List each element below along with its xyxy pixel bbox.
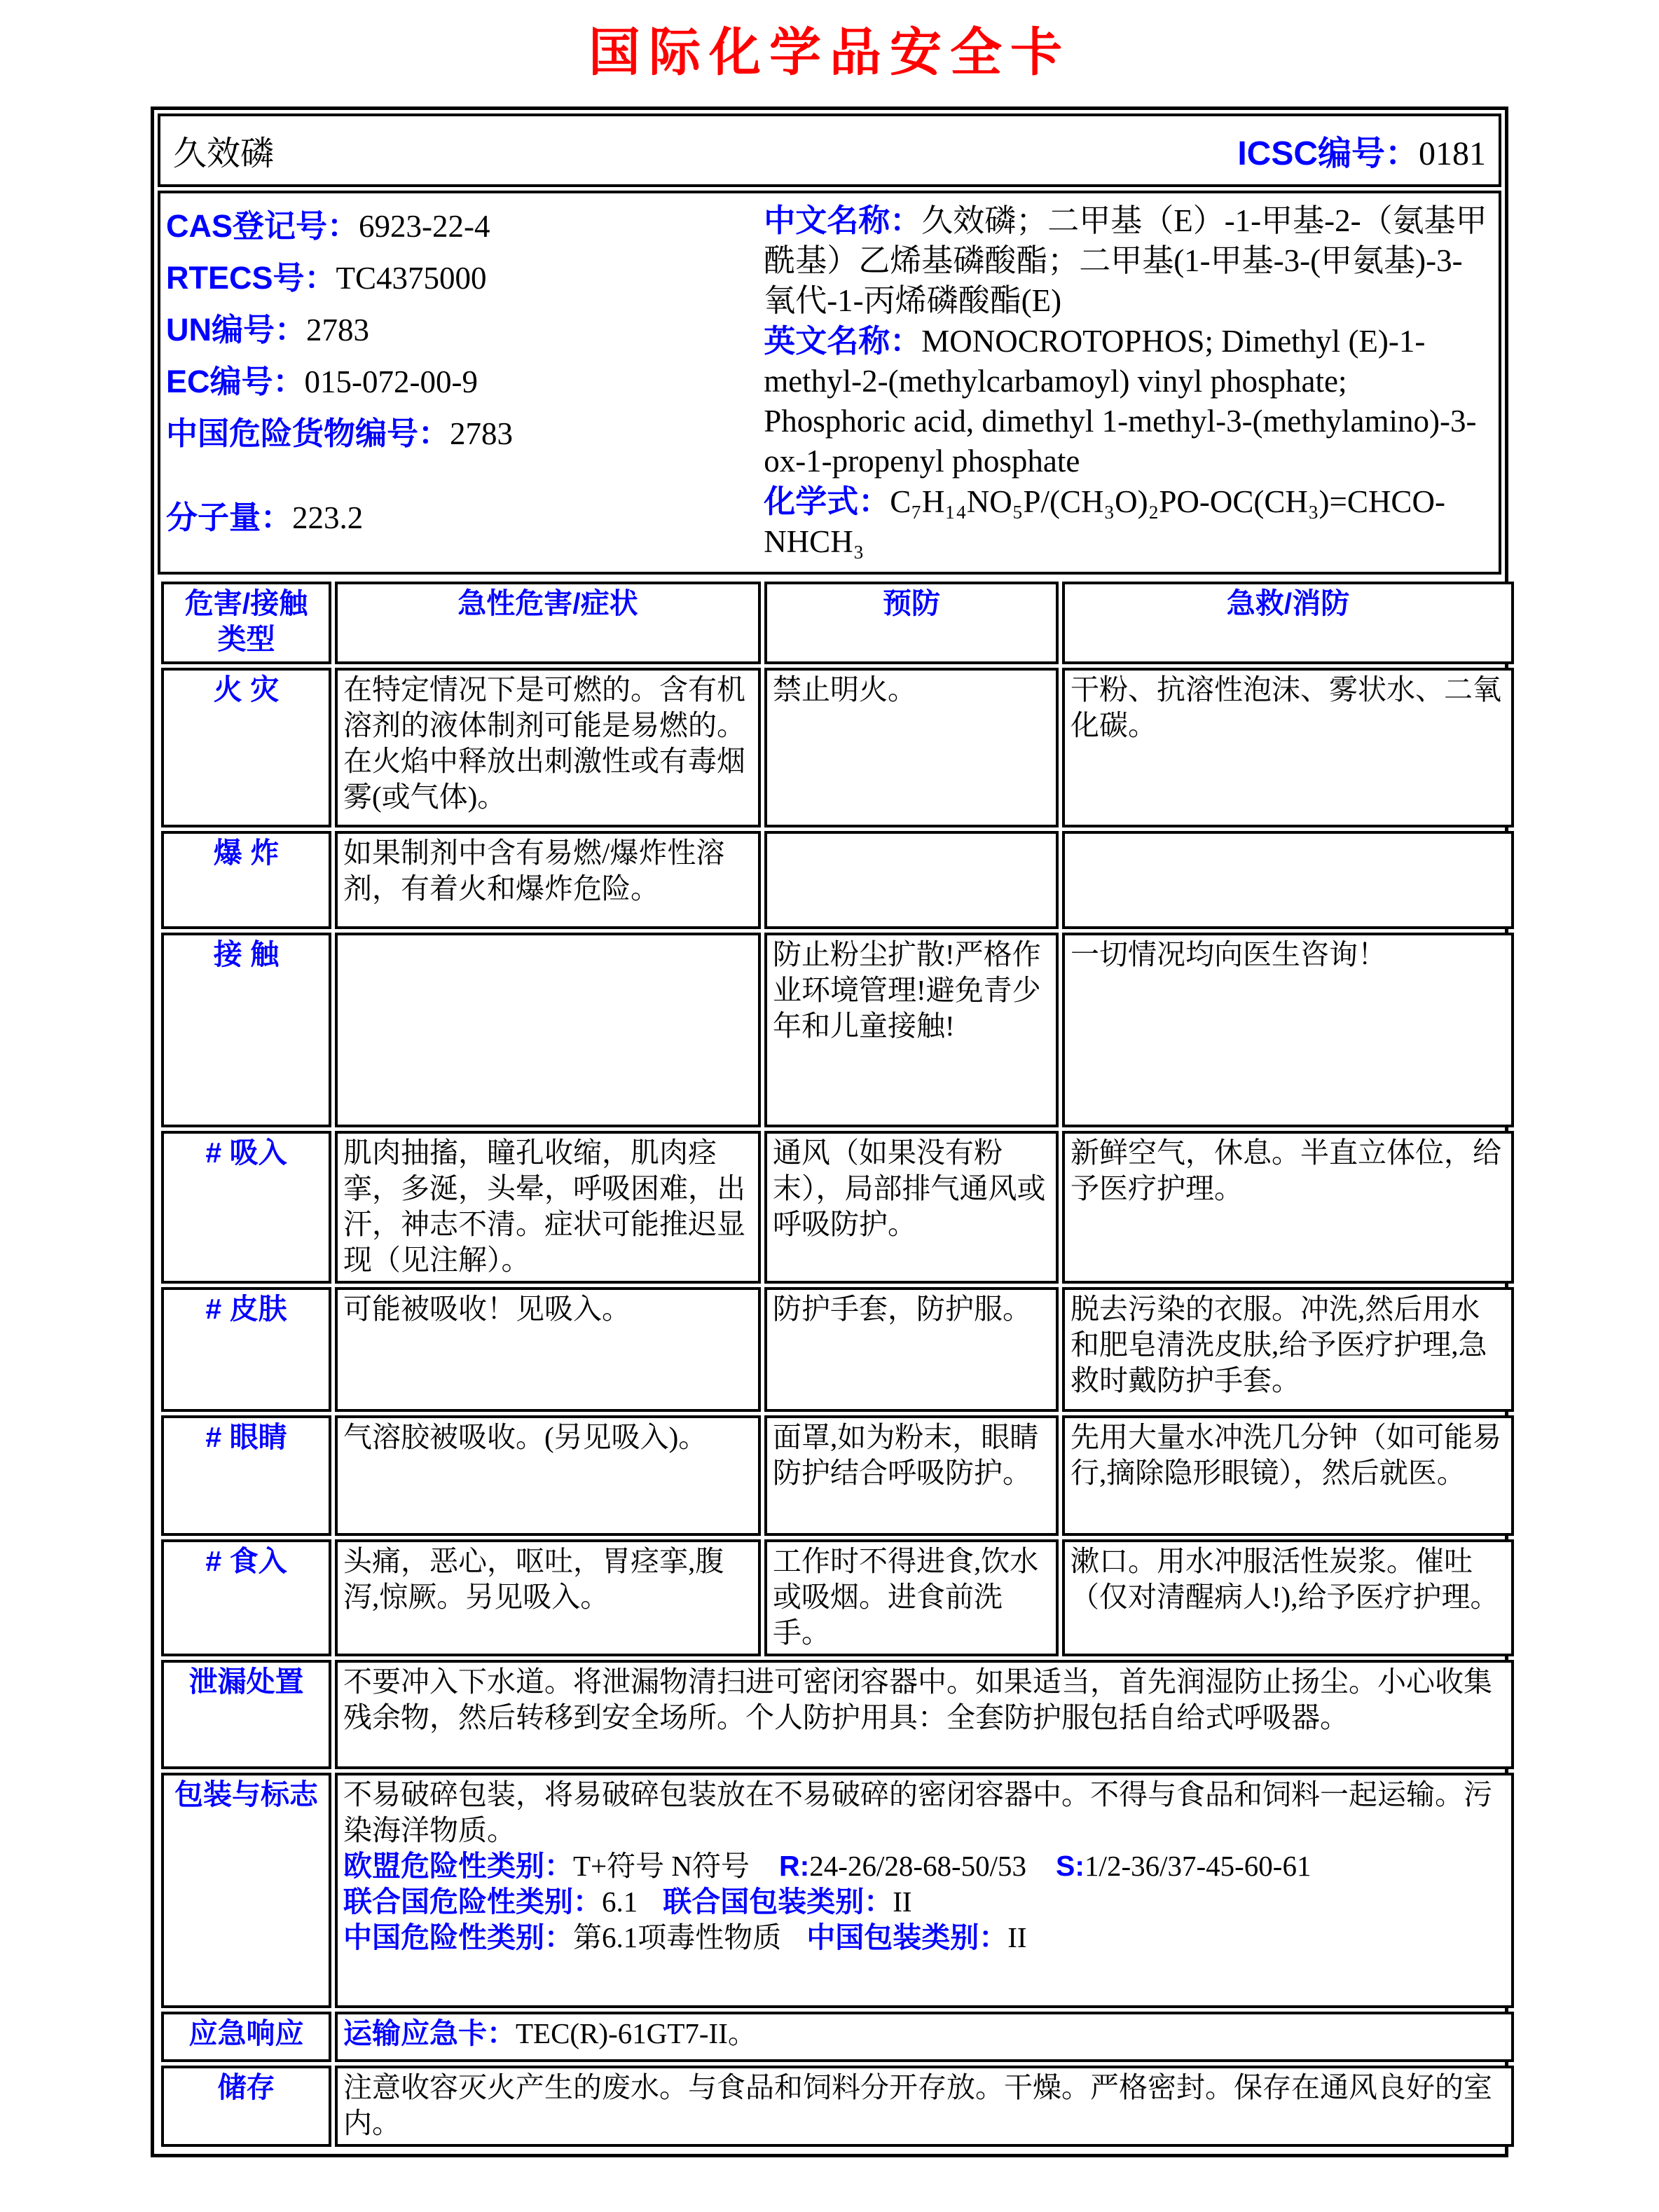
transport-card-value: TEC(R)-61GT7-II。 [516, 2017, 757, 2049]
table-header-row [161, 582, 1514, 664]
icsc-label: ICSC编号： [1237, 135, 1419, 172]
english-name-para [764, 321, 1490, 481]
row-label-skin: # 皮肤 [161, 1287, 331, 1412]
fire-firstaid-cell: 干粉、抗溶性泡沫、雾状水、二氧化碳。 [1062, 668, 1514, 827]
exposure-prevention-cell: 防止粉尘扩散!严格作业环境管理!避免青少年和儿童接触! [764, 933, 1059, 1127]
eyes-hazard-cell: 气溶胶被吸收。(另见吸入)。 [335, 1415, 761, 1536]
cn-dangerous-goods-value: 2783 [450, 416, 514, 451]
id-numbers-column [166, 200, 764, 562]
row-label-inhalation: # 吸入 [161, 1131, 331, 1284]
un-label: UN编号： [166, 312, 306, 348]
ingestion-firstaid-cell: 漱口。用水冲服活性炭浆。催吐（仅对清醒病人!),给予医疗护理。 [1062, 1539, 1514, 1656]
ingestion-hazard-cell: 头痛，恶心，呕吐，胃痉挛,腹泻,惊厥。另见吸入。 [335, 1539, 761, 1656]
table-row-packaging [161, 1773, 1514, 2008]
skin-prevention-cell: 防护手套，防护服。 [764, 1287, 1059, 1412]
identification-section [158, 191, 1501, 575]
chinese-name-value: 久效磷；二甲基（E）-1-甲基-2-（氨基甲酰基）乙烯基磷酸酯；二甲基(1-甲基-3-(甲氨基)-3-氧代-1-丙烯磷酸酯(E) [764, 203, 1487, 318]
table-row-fire [161, 668, 1514, 827]
names-column [764, 200, 1494, 562]
skin-firstaid-cell: 脱去污染的衣服。冲洗,然后用水和肥皂清洗皮肤,给予医疗护理,急救时戴防护手套。 [1062, 1287, 1514, 1412]
cn-dangerous-goods-label: 中国危险货物编号： [166, 415, 450, 451]
un-class-label: 联合国危险性类别： [343, 1885, 602, 1918]
row-label-packaging: 包装与标志 [161, 1773, 331, 2008]
header-hazard-type [161, 582, 331, 664]
table-row-inhalation [161, 1131, 1514, 1284]
cas-value: 6923-22-4 [359, 209, 490, 244]
row-label-emergency: 应急响应 [161, 2012, 331, 2062]
formula-label: 化学式： [764, 483, 890, 519]
packaging-cn-line [343, 1920, 1506, 1956]
s-phrase-value: 1/2-36/37-45-60-61 [1085, 1850, 1312, 1882]
cas-label: CAS登记号： [166, 208, 359, 244]
header-firstaid: 急救/消防 [1062, 582, 1514, 664]
header-hazard-type-line1: 危害/接触 [184, 587, 308, 619]
eyes-firstaid-cell: 先用大量水冲洗几分钟（如可能易行,摘除隐形眼镜），然后就医。 [1062, 1415, 1514, 1536]
formula-value: C₇H₁₄NO₅P/(CH₃O)₂PO-OC(CH₃)=CHCO-NHCH₃ [764, 484, 1445, 559]
table-row-exposure [161, 933, 1514, 1127]
table-row-eyes [161, 1415, 1514, 1536]
row-label-ingestion: # 食入 [161, 1539, 331, 1656]
molweight-label: 分子量： [166, 500, 293, 535]
header-prevention: 预防 [764, 582, 1059, 664]
table-row-explosion [161, 831, 1514, 929]
row-label-eyes: # 眼睛 [161, 1415, 331, 1536]
inhalation-firstaid-cell: 新鲜空气，休息。半直立体位，给予医疗护理。 [1062, 1131, 1514, 1284]
rtecs-value: TC4375000 [336, 261, 487, 296]
hazard-table [158, 578, 1517, 2150]
packaging-un-line [343, 1884, 1506, 1920]
chemical-name-row [158, 114, 1501, 187]
un-pack-label: 联合国包装类别： [663, 1885, 893, 1918]
ec-line [166, 356, 764, 408]
chinese-name-para [764, 200, 1490, 321]
page-title: 国际化学品安全卡 [588, 23, 1071, 81]
chemical-name: 久效磷 [173, 135, 275, 172]
explosion-prevention-cell [764, 831, 1059, 929]
exposure-hazard-cell [335, 933, 761, 1127]
cas-line [166, 200, 764, 252]
english-name-value: MONOCROTOPHOS; Dimethyl (E)-1-methyl-2-(methylcarbamoyl) vinyl phosphate; Phosphoric acid, dimethyl 1-methyl-3-(methylamino)-3-ox-1-propenyl phosphate [764, 324, 1477, 479]
exposure-firstaid-cell: 一切情况均向医生咨询！ [1062, 933, 1514, 1127]
molweight-value: 223.2 [292, 500, 364, 535]
explosion-hazard-cell: 如果制剂中含有易燃/爆炸性溶剂，有着火和爆炸危险。 [335, 831, 761, 929]
cn-class-value: 第6.1项毒性物质 [573, 1921, 782, 1953]
rtecs-label: RTECS号： [166, 260, 336, 296]
chinese-name-label: 中文名称： [764, 202, 922, 238]
table-row-storage [161, 2066, 1514, 2147]
emergency-cell [335, 2012, 1514, 2062]
formula-para [764, 481, 1490, 562]
packaging-cell [335, 1773, 1514, 2008]
r-phrase-label: R: [779, 1850, 810, 1882]
row-label-storage: 储存 [161, 2066, 331, 2147]
table-row-spill [161, 1660, 1514, 1769]
row-label-exposure: 接 触 [161, 933, 331, 1127]
un-class-value: 6.1 [602, 1885, 638, 1918]
header-hazard-type-line2: 类型 [217, 623, 275, 655]
explosion-firstaid-cell [1062, 831, 1514, 929]
icsc-value: 0181 [1419, 135, 1486, 172]
fire-prevention-cell: 禁止明火。 [764, 668, 1059, 827]
ec-label: EC编号： [166, 364, 305, 399]
ec-value: 015-072-00-9 [304, 364, 478, 399]
transport-card-label: 运输应急卡： [343, 2017, 516, 2049]
storage-text-cell: 注意收容灭火产生的废水。与食品和饲料分开存放。干燥。严格密封。保存在通风良好的室内。 [335, 2066, 1514, 2147]
packaging-text: 不易破碎包装，将易破碎包装放在不易破碎的密闭容器中。不得与食品和饲料一起运输。污染海洋物质。 [343, 1778, 1492, 1846]
eu-class-label: 欧盟危险性类别： [343, 1850, 573, 1882]
table-row-ingestion [161, 1539, 1514, 1656]
molweight-line [166, 492, 764, 544]
spill-text-cell: 不要冲入下水道。将泄漏物清扫进可密闭容器中。如果适当，首先润湿防止扬尘。小心收集残余物，然后转移到安全场所。个人防护用具：全套防护服包括自给式呼吸器。 [335, 1660, 1514, 1769]
cn-pack-value: II [1007, 1921, 1027, 1953]
row-label-fire: 火 灾 [161, 668, 331, 827]
row-label-explosion: 爆 炸 [161, 831, 331, 929]
s-phrase-label: S: [1056, 1850, 1085, 1882]
r-phrase-value: 24-26/28-68-50/53 [809, 1850, 1027, 1882]
un-line [166, 304, 764, 356]
safety-card [151, 107, 1508, 2157]
un-pack-value: II [893, 1885, 912, 1918]
header-acute-hazards: 急性危害/症状 [335, 582, 761, 664]
rtecs-line [166, 252, 764, 304]
eyes-prevention-cell: 面罩,如为粉末，眼睛防护结合呼吸防护。 [764, 1415, 1059, 1536]
ingestion-prevention-cell: 工作时不得进食,饮水或吸烟。进食前洗手。 [764, 1539, 1059, 1656]
skin-hazard-cell: 可能被吸收！见吸入。 [335, 1287, 761, 1412]
fire-hazard-cell: 在特定情况下是可燃的。含有机溶剂的液体制剂可能是易燃的。在火焰中释放出刺激性或有毒烟雾(或气体)。 [335, 668, 761, 827]
table-row-emergency [161, 2012, 1514, 2062]
packaging-eu-line [343, 1848, 1506, 1884]
eu-class-value: T+符号 N符号 [573, 1850, 750, 1882]
un-value: 2783 [306, 312, 369, 348]
table-row-skin [161, 1287, 1514, 1412]
cn-pack-label: 中国包装类别： [806, 1921, 1008, 1953]
inhalation-hazard-cell: 肌肉抽搐，瞳孔收缩，肌肉痉挛，多涎，头晕，呼吸困难，出汗，神志不清。症状可能推迟显现（见注解）。 [335, 1131, 761, 1284]
cn-dangerous-goods-line [166, 408, 764, 460]
english-name-label: 英文名称： [764, 323, 922, 359]
cn-class-label: 中国危险性类别： [343, 1921, 573, 1953]
icsc-number [1237, 126, 1486, 174]
row-label-spill: 泄漏处置 [161, 1660, 331, 1769]
inhalation-prevention-cell: 通风（如果没有粉末），局部排气通风或呼吸防护。 [764, 1131, 1059, 1284]
